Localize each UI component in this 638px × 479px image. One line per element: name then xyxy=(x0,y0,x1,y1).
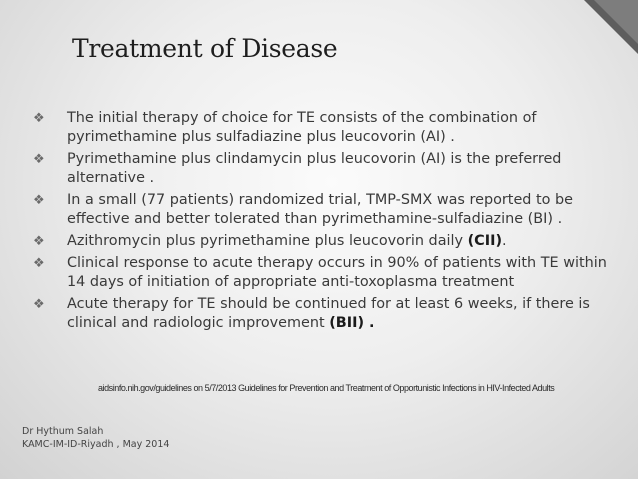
bullet-text: The initial therapy of choice for TE consists of the combination of pyrimethamine plus sulfadiazine plus leucovorin (AI) . xyxy=(67,110,537,145)
bullet-item xyxy=(33,191,613,229)
clover-bullet-icon: ❖ xyxy=(33,256,45,271)
page-corner-fold-shade xyxy=(594,0,638,44)
bullet-item xyxy=(33,295,613,333)
bullet-list xyxy=(33,109,613,336)
reference-citation: aidsinfo.nih.gov/guidelines on 5/7/2013 Guidelines for Prevention and Treatment of Opportunistic Infections in HIV-Infected Adults xyxy=(98,383,555,393)
clover-bullet-icon: ❖ xyxy=(33,111,45,126)
clover-bullet-icon: ❖ xyxy=(33,152,45,167)
bullet-item xyxy=(33,109,613,147)
bullet-text: Pyrimethamine plus clindamycin plus leucovorin (AI) is the preferred alternative . xyxy=(67,151,562,186)
clover-bullet-icon: ❖ xyxy=(33,297,45,312)
evidence-grade: (BII) . xyxy=(329,315,375,331)
author-footer xyxy=(22,425,169,451)
author-name: Dr Hythum Salah xyxy=(22,426,104,437)
bullet-text: Clinical response to acute therapy occurs in 90% of patients with TE within 14 days of initiation of appropriate anti-toxoplasma treatment xyxy=(67,255,607,290)
clover-bullet-icon: ❖ xyxy=(33,193,45,208)
clover-bullet-icon: ❖ xyxy=(33,234,45,249)
bullet-item xyxy=(33,150,613,188)
slide-title: Treatment of Disease xyxy=(72,34,338,63)
bullet-text: In a small (77 patients) randomized trial, TMP-SMX was reported to be effective and better tolerated than pyrimethamine-sulfadiazine (BI) . xyxy=(67,192,574,227)
evidence-grade: (CII) xyxy=(467,233,503,249)
bullet-text: Azithromycin plus pyrimethamine plus leucovorin daily (CII). xyxy=(67,233,507,249)
author-affiliation: KAMC-IM-ID-Riyadh , May 2014 xyxy=(22,439,170,450)
bullet-item xyxy=(33,232,613,251)
bullet-text: Acute therapy for TE should be continued for at least 6 weeks, if there is clinical and radiologic improvement (BII) . xyxy=(67,296,590,331)
bullet-item xyxy=(33,254,613,292)
